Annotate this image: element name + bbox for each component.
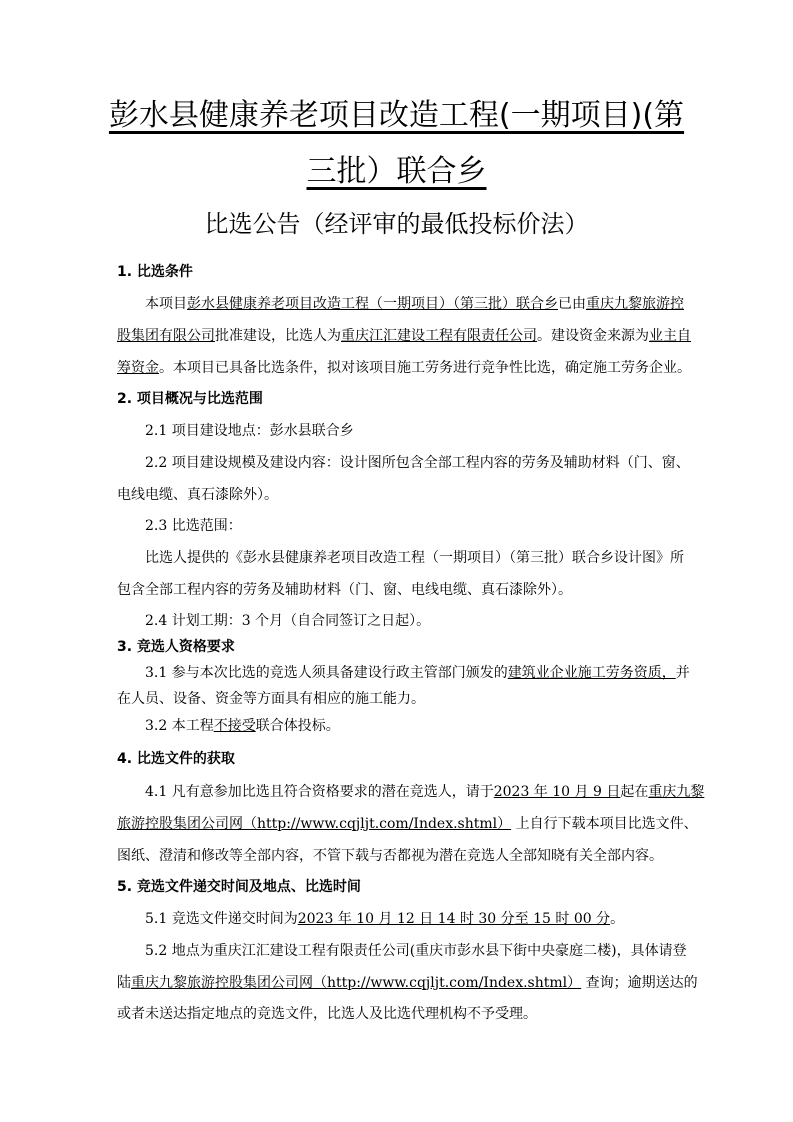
item-2-3-line-2: 包含全部工程内容的劳务及辅助材料（门、窗、电线电缆、真石漆除外）。 [117,582,572,598]
subtitle: 比选公告（经评审的最低投标价法） [204,210,589,238]
item-5-2-line-1: 5.2 地点为重庆江汇建设工程有限责任公司(重庆市彭水县下街中央豪庭二楼)，具体请登 [145,943,687,959]
item-2-3: 2.3 比选范围： [145,518,242,534]
item-2-3-line-1: 比选人提供的《彭水县健康养老项目改造工程（一期项目）（第三批）联合乡设计图》所 [145,550,684,566]
item-2-1: 2.1 项目建设地点：彭水县联合乡 [145,423,354,439]
item-5-2-line-2: 陆重庆九黎旅游控股集团公司网（http://www.cqjljt.com/Index.shtml） 查询；逾期送达的 [117,975,698,991]
title-line-1: 彭水县健康养老项目改造工程(一期项目)(第 [108,98,685,133]
item-5-2-line-3: 或者未送达指定地点的竞选文件，比选人及比选代理机构不予受理。 [117,1006,537,1022]
item-4-1-line-1: 4.1 凡有意参加比选且符合资格要求的潜在竞选人，请于2023 年 10 月 9 日起在重庆九黎 [145,784,705,800]
section-3-heading: 3. 竞选人资格要求 [117,639,235,655]
website-link-2[interactable]: 重庆九黎旅游控股集团公司网（http://www.cqjljt.com/Index.shtml） [131,975,582,991]
item-2-2-line-1: 2.2 项目建设规模及建设内容：设计图所包含全部工程内容的劳务及辅助材料（门、窗、 [145,455,690,471]
title-line-2: 三批）联合乡 [306,154,487,189]
item-4-1-line-2: 旅游控股集团公司网（http://www.cqjljt.com/Index.shtml） 上自行下载本项目比选文件、 [117,816,698,832]
website-link[interactable]: 旅游控股集团公司网（http://www.cqjljt.com/Index.shtml） [117,816,512,832]
section-2-heading: 2. 项目概况与比选范围 [117,391,263,407]
item-2-4: 2.4 计划工期：3 个月（自合同签订之日起）。 [145,613,431,629]
item-2-2-line-2: 电线电缆、真石漆除外）。 [117,487,278,503]
item-3-1-line-1: 3.1 参与本次比选的竞选人须具备建设行政主管部门颁发的建筑业企业施工劳务资质，并 [145,665,690,681]
item-4-1-line-3: 图纸、澄清和修改等全部内容，不管下载与否都视为潜在竞选人全部知晓有关全部内容。 [117,848,663,864]
section-4-heading: 4. 比选文件的获取 [117,751,235,767]
section-1-line-1: 本项目彭水县健康养老项目改造工程（一期项目）（第三批）联合乡已由重庆九黎旅游控 [145,296,684,312]
section-1-heading: 1. 比选条件 [117,264,193,280]
item-5-1: 5.1 竞选文件递交时间为2023 年 10 月 12 日 14 时 30 分至 15 时 00 分。 [145,911,625,927]
section-1-line-3: 筹资金。本项目已具备比选条件，拟对该项目施工劳务进行竞争性比选，确定施工劳务企业。 [117,360,691,376]
item-3-1-line-2: 在人员、设备、资金等方面具有相应的施工能力。 [117,691,425,707]
section-1-line-2: 股集团有限公司批准建设，比选人为重庆江汇建设工程有限责任公司。建设资金来源为业主自 [117,328,691,344]
section-5-heading: 5. 竞选文件递交时间及地点、比选时间 [117,879,361,895]
item-3-2: 3.2 本工程不接受联合体投标。 [145,718,340,734]
